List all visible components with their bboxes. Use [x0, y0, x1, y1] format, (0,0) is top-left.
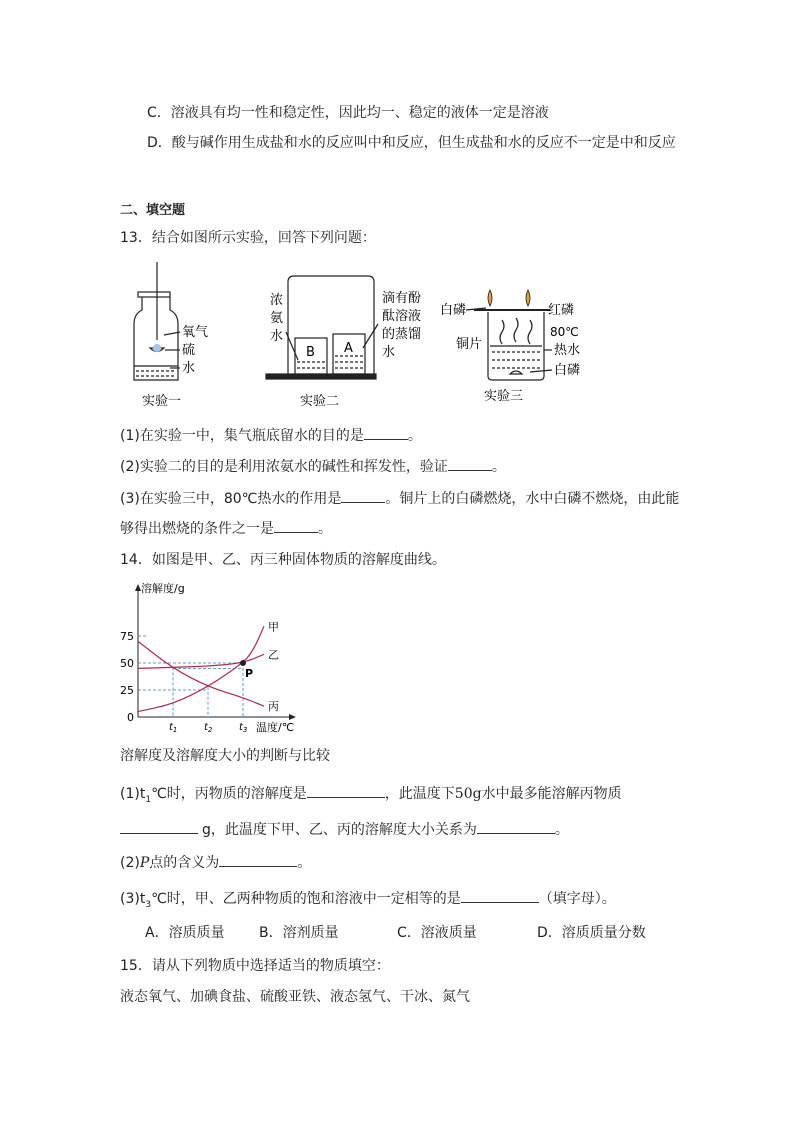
- exp1-caption: 实验一: [142, 394, 182, 409]
- x-tick-sub: 2: [207, 726, 213, 734]
- q14-sub2-blank[interactable]: [219, 852, 297, 867]
- exp2-left-2: 氨: [270, 311, 284, 326]
- q14-sub1-text3: 水中最多能溶解丙物质: [481, 786, 622, 802]
- q14-sub2-p: P: [139, 855, 150, 871]
- series-label-2: 乙: [268, 648, 279, 662]
- q14-sub1-end: 。: [554, 822, 569, 838]
- q14-stem: 14．如图是甲、乙、丙三种固体物质的溶解度曲线。: [120, 552, 446, 568]
- q14-subtitle: 溶解度及溶解度大小的判断与比较: [120, 748, 330, 764]
- exp2-caption: 实验二: [300, 394, 340, 409]
- q14-sub3-end: （填字母）。: [538, 891, 616, 907]
- exp1-gas-jar: [134, 262, 180, 380]
- q14-sub1-cont: [120, 819, 569, 840]
- q13-sub3-text: (3)在实验三中，80℃热水的作用是: [120, 491, 342, 507]
- q13-sub3-mid: 。铜片上的白磷燃烧，水中白磷不燃烧，由此能: [385, 491, 680, 507]
- series-label-1: 甲: [268, 620, 279, 634]
- q14-sub2: [120, 852, 311, 873]
- q14-sub2-end: 。: [297, 855, 312, 871]
- q13-stem: 13．结合如图所示实验，回答下列问题：: [120, 230, 376, 246]
- q14-sub1-blank3[interactable]: [477, 819, 555, 834]
- q14-sub3-blank[interactable]: [461, 888, 539, 903]
- q15-items: 液态氧气、加碘食盐、硫酸亚铁、液态氢气、干冰、氮气: [120, 989, 470, 1005]
- flame-left-icon: [488, 290, 492, 306]
- point-p-marker: [240, 660, 246, 666]
- q13-sub3-text2: 够得出燃烧的条件之一是: [120, 521, 274, 537]
- x-tick-sub: 3: [242, 726, 248, 734]
- q13-sub2: [120, 456, 506, 477]
- q14-sub1-text: ℃时，丙物质的溶解度是: [151, 786, 307, 802]
- q13-sub3-cont: [120, 518, 332, 539]
- q13-sub1-end: 。: [407, 428, 422, 444]
- q14-sub2-text: 点的含义为: [149, 855, 220, 871]
- q14-option-c: C．溶液质量: [397, 925, 477, 941]
- exp3-label-white-p: 白磷: [440, 303, 467, 318]
- exp3-caption: 实验三: [484, 389, 524, 404]
- y-tick-label: 50: [120, 657, 134, 670]
- q13-sub1: [120, 425, 422, 446]
- exp1-label-s: 硫: [182, 343, 196, 358]
- q14-option-b: B．溶剂质量: [259, 925, 339, 941]
- exp3-label-white-p2: 白磷: [554, 363, 581, 378]
- exp1-label-water: 水: [182, 361, 196, 376]
- exp2-right-4: 水: [382, 345, 396, 360]
- exp2-beaker-a: A: [344, 341, 353, 356]
- q13-sub3-blank2[interactable]: [274, 518, 318, 533]
- q14-sub1-text4: g，此温度下甲、乙、丙的溶解度大小关系为: [202, 822, 477, 838]
- q13-sub2-text: (2)实验二的目的是利用浓氨水的碱性和挥发性，验证: [120, 459, 448, 475]
- q14-sub1-blank2[interactable]: [120, 819, 198, 834]
- q14-sub3-sub: 3: [145, 899, 152, 910]
- q14-sub2-num: (2): [120, 855, 140, 871]
- exp3-label-hot-water: 热水: [554, 343, 581, 358]
- q13-sub2-end: 。: [491, 459, 506, 475]
- y-tick-label: 25: [120, 684, 134, 697]
- q13-sub3-end: 。: [318, 521, 332, 537]
- y-tick-label: 75: [120, 630, 134, 643]
- x-tick-sub: 1: [172, 726, 178, 734]
- y-tick-label: 0: [127, 711, 134, 724]
- exp2-right-1: 滴有酚: [382, 291, 422, 306]
- q13-sub3-blank1[interactable]: [341, 488, 385, 503]
- q14-sub3-text: ℃时，甲、乙两种物质的饱和溶液中一定相等的是: [151, 891, 461, 907]
- q15-stem: 15．请从下列物质中选择适当的物质填空：: [120, 958, 390, 974]
- x-axis-label: 温度/℃: [256, 721, 295, 734]
- solubility-chart: [116, 578, 306, 738]
- exp2-right-3: 的蒸馏: [382, 327, 422, 342]
- exp2-right-2: 酞溶液: [382, 309, 422, 324]
- q13-sub1-blank[interactable]: [364, 425, 408, 440]
- section-title: 二、填空题: [120, 203, 186, 218]
- q14-sub3-t: (3)t: [120, 891, 146, 907]
- exp3-label-copper: 铜片: [456, 337, 483, 352]
- q13-sub1-text: (1)在实验一中，集气瓶底留水的目的是: [120, 428, 364, 444]
- exp1-label-o2: 氧气: [182, 325, 209, 340]
- q13-sub2-blank[interactable]: [448, 456, 492, 471]
- x-tick-label: $t_3$: [239, 722, 248, 734]
- q14-sub1-text2: ，此温度下: [384, 786, 455, 802]
- exp2-bell-jar: [266, 276, 378, 379]
- q14-sub3: [120, 888, 616, 915]
- x-tick-label: $t_1$: [169, 722, 178, 734]
- exp2-left-1: 浓: [270, 293, 284, 308]
- q14-sub1-sub: 1: [145, 794, 152, 805]
- q14-sub1-blank1[interactable]: [307, 783, 385, 798]
- q13-experiment-figure: [120, 262, 640, 412]
- q14-sub1-t: (1)t: [120, 786, 146, 802]
- q14-option-d: D．溶质质量分数: [537, 925, 646, 941]
- x-axis-arrow-icon: [289, 714, 296, 720]
- series-label-3: 丙: [268, 700, 279, 714]
- y-axis-label: 溶解度/g: [141, 582, 185, 595]
- exp3-label-red-p: 红磷: [548, 303, 575, 318]
- q14-option-a: A．溶质质量: [145, 925, 225, 941]
- q13-sub3: [120, 488, 679, 509]
- q14-sub1-mass: 50g: [454, 786, 482, 802]
- exp3-label-temp: 80℃: [550, 325, 579, 339]
- q12-option-c: C．溶液具有均一性和稳定性，因此均一、稳定的液体一定是溶液: [147, 105, 549, 121]
- x-tick-label: $t_2$: [204, 722, 213, 734]
- q14-sub1: [120, 783, 622, 810]
- exp2-beaker-b: B: [306, 345, 315, 360]
- point-p-label: P: [245, 667, 254, 680]
- q12-option-d: D．酸与碱作用生成盐和水的反应叫中和反应，但生成盐和水的反应不一定是中和反应: [147, 135, 676, 151]
- exp2-left-3: 水: [270, 329, 284, 344]
- flame-right-icon: [526, 290, 530, 306]
- sulfur-flame-icon: [153, 344, 161, 352]
